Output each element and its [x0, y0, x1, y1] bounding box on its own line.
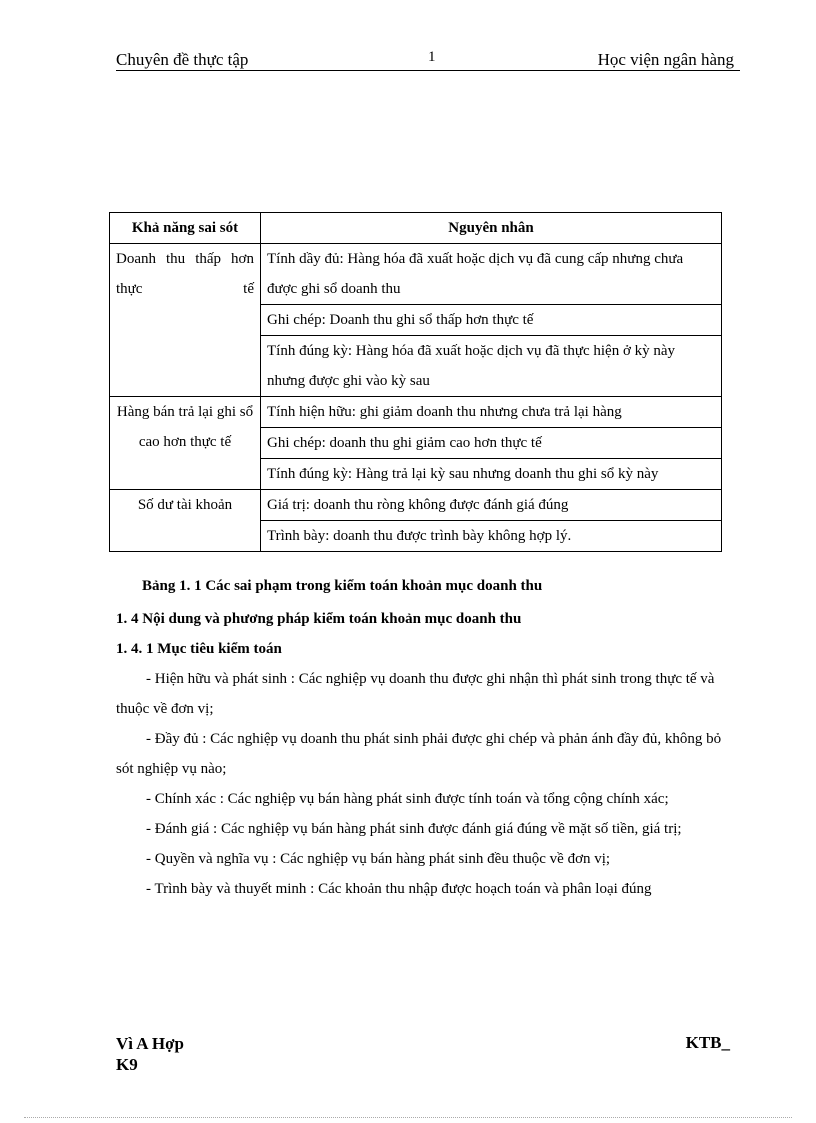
- page-header: [116, 48, 740, 71]
- header-institution: Học viện ngân hàng: [597, 50, 734, 69]
- subsection-heading: 1. 4. 1 Mục tiêu kiểm toán: [116, 641, 282, 657]
- footer-author-class: K9: [116, 1055, 138, 1074]
- list-item: - Quyền và nghĩa vụ : Các nghiệp vụ bán hàng phát sinh đều thuộc về đơn vị;: [146, 851, 611, 867]
- cause-cell: Tính đúng kỳ: Hàng trả lại kỳ sau nhưng doanh thu ghi sổ kỳ này: [261, 459, 722, 490]
- footer-author: [116, 1033, 184, 1075]
- list-item: - Đánh giá : Các nghiệp vụ bán hàng phát sinh được đánh giá đúng về mặt số tiền, giá trị;: [146, 821, 682, 837]
- table-header-row: [110, 213, 722, 244]
- col-header-cause: Nguyên nhân: [261, 213, 722, 244]
- footer-code: KTB_: [685, 1033, 730, 1052]
- error-cause-table: [109, 212, 722, 552]
- category-cell: Số dư tài khoản: [110, 490, 261, 552]
- table-row: [110, 244, 722, 305]
- section-body: [116, 604, 740, 904]
- cause-cell: Tính đúng kỳ: Hàng hóa đã xuất hoặc dịch vụ đã thực hiện ở kỳ này nhưng được ghi vào kỳ sau: [261, 336, 722, 397]
- page-number: 1: [428, 49, 436, 65]
- page-bottom-divider: [24, 1117, 792, 1118]
- cause-cell: Trình bày: doanh thu được trình bày không hợp lý.: [261, 521, 722, 552]
- cause-cell: Tính dầy đủ: Hàng hóa đã xuất hoặc dịch vụ đã cung cấp nhưng chưa được ghi sổ doanh thu: [261, 244, 722, 305]
- cause-cell: Ghi chép: doanh thu ghi giảm cao hơn thực tế: [261, 428, 722, 459]
- list-item: - Hiện hữu và phát sinh : Các nghiệp vụ doanh thu được ghi nhận thì phát sinh trong thực tế và thuộc về đơn vị;: [116, 671, 715, 717]
- cause-cell: Giá trị: doanh thu ròng không được đánh giá đúng: [261, 490, 722, 521]
- cause-cell: Ghi chép: Doanh thu ghi sổ thấp hơn thực tế: [261, 305, 722, 336]
- footer-author-name: Vì A Hợp: [116, 1034, 184, 1053]
- col-header-error: Khả năng sai sót: [110, 213, 261, 244]
- section-heading: 1. 4 Nội dung và phương pháp kiểm toán khoản mục doanh thu: [116, 611, 522, 627]
- category-cell: Doanh thu thấp hơn thực tế: [110, 244, 261, 397]
- list-item: - Đầy đủ : Các nghiệp vụ doanh thu phát sinh phải được ghi chép và phản ánh đầy đủ, không bỏ sót nghiệp vụ nào;: [116, 731, 722, 777]
- list-item: - Trình bày và thuyết minh : Các khoản thu nhập được hoạch toán và phân loại đúng: [146, 881, 652, 897]
- table-caption: Bảng 1. 1 Các sai phạm trong kiểm toán khoản mục doanh thu: [142, 578, 543, 594]
- table-row: [110, 397, 722, 428]
- cause-cell: Tính hiện hữu: ghi giảm doanh thu nhưng chưa trả lại hàng: [261, 397, 722, 428]
- header-title: Chuyên đề thực tập: [116, 50, 249, 69]
- table-row: [110, 490, 722, 521]
- list-item: - Chính xác : Các nghiệp vụ bán hàng phát sinh được tính toán và tổng cộng chính xác;: [146, 791, 669, 807]
- category-cell: Hàng bán trả lại ghi sổ cao hơn thực tế: [110, 397, 261, 490]
